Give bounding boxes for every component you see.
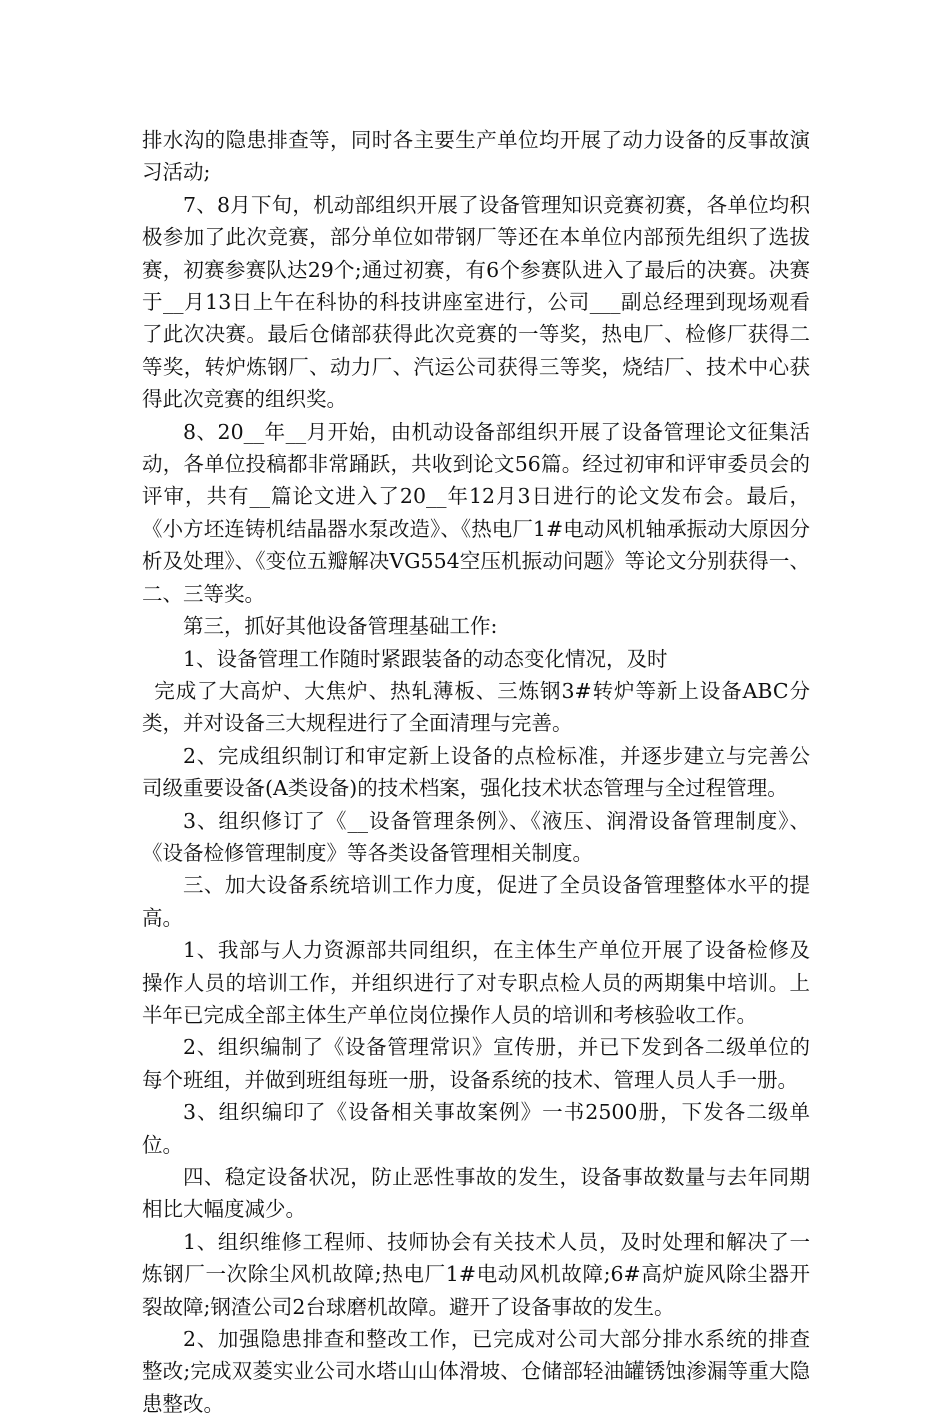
paragraph-item-1-start: 1、设备管理工作随时紧跟装备的动态变化情况，及时 xyxy=(183,646,668,671)
paragraph-paper-collection: 8、20__年__月开始，由机动设备部组织开展了设备管理论文征集活动，各单位投稿都非常踊跃，共收到论文56篇。经过初审和评审委员会的评审，共有__篇论文进入了20__年12月3日进行的论文发布会。最后，《小方坯连铸机结晶器水泵改造》、《热电厂1#电动风机轴承振动大原因分析及处理》、《变位五瓣解决VG554空压机振动问题》等论文分别获得一、二、三等奖。 xyxy=(142,419,810,606)
paragraph-training-2: 2、组织编制了《设备管理常识》宣传册，并已下发到各二级单位的每个班组，并做到班组每班一册，设备系统的技术、管理人员人手一册。 xyxy=(142,1035,810,1092)
paragraph-training-1: 1、我部与人力资源部共同组织，在主体生产单位开展了设备检修及操作人员的培训工作，并组织进行了对专职点检人员的两期集中培训。上半年已完成全部主体生产单位岗位操作人员的培训和考核验收工作。 xyxy=(142,938,810,1027)
paragraph-item-3-regulations: 3、组织修订了《__设备管理条例》、《液压、润滑设备管理制度》、《设备检修管理制度》等各类设备管理相关制度。 xyxy=(142,808,810,865)
paragraph-stability-1: 1、组织维修工程师、技师协会有关技术人员，及时处理和解决了一炼钢厂一次除尘风机故障;热电厂1#电动风机故障;6#高炉旋风除尘器开裂故障;钢渣公司2台球磨机故障。避开了设备事故的发生。 xyxy=(142,1229,810,1319)
section-heading-training: 三、加大设备系统培训工作力度，促进了全员设备管理整体水平的提高。 xyxy=(142,873,810,930)
paragraph-stability-2: 2、加强隐患排查和整改工作，已完成对公司大部分排水系统的排查整改;完成双菱实业公司水塔山山体滑坡、仓储部轻油罐锈蚀渗漏等重大隐患整改。 xyxy=(142,1327,810,1416)
paragraph-item-2-standards: 2、完成组织制订和审定新上设备的点检标准，并逐步建立与完善公司级重要设备(A类设备)的技术档案，强化技术状态管理与全过程管理。 xyxy=(142,743,810,801)
paragraph-training-3: 3、组织编印了《设备相关事故案例》一书2500册，下发各二级单位。 xyxy=(142,1100,810,1157)
document-page xyxy=(142,124,810,1420)
paragraph-item-1-continued: 完成了大高炉、大焦炉、热轧薄板、三炼钢3#转炉等新上设备ABC分类，并对设备三大规程进行了全面清理与完善。 xyxy=(142,678,810,736)
section-heading-third: 第三，抓好其他设备管理基础工作: xyxy=(183,614,498,639)
section-heading-stability: 四、稳定设备状况，防止恶性事故的发生，设备事故数量与去年同期相比大幅度减少。 xyxy=(142,1165,810,1222)
paragraph-knowledge-contest: 7、8月下旬，机动部组织开展了设备管理知识竞赛初赛，各单位均积极参加了此次竞赛，部分单位如带钢厂等还在本单位内部预先组织了选拔赛，初赛参赛队达29个;通过初赛，有6个参赛队进入了最后的决赛。决赛于__月13日上午在科协的科技讲座室进行，公司___副总经理到现场观看了此次决赛。最后仓储部获得此次竞赛的一等奖，热电厂、检修厂获得二等奖，转炉炼钢厂、动力厂、汽运公司获得三等奖，烧结厂、技术中心获得此次竞赛的组织奖。 xyxy=(142,192,810,412)
paragraph-drainage-continuation: 排水沟的隐患排查等，同时各主要生产单位均开展了动力设备的反事故演习活动; xyxy=(142,128,810,185)
